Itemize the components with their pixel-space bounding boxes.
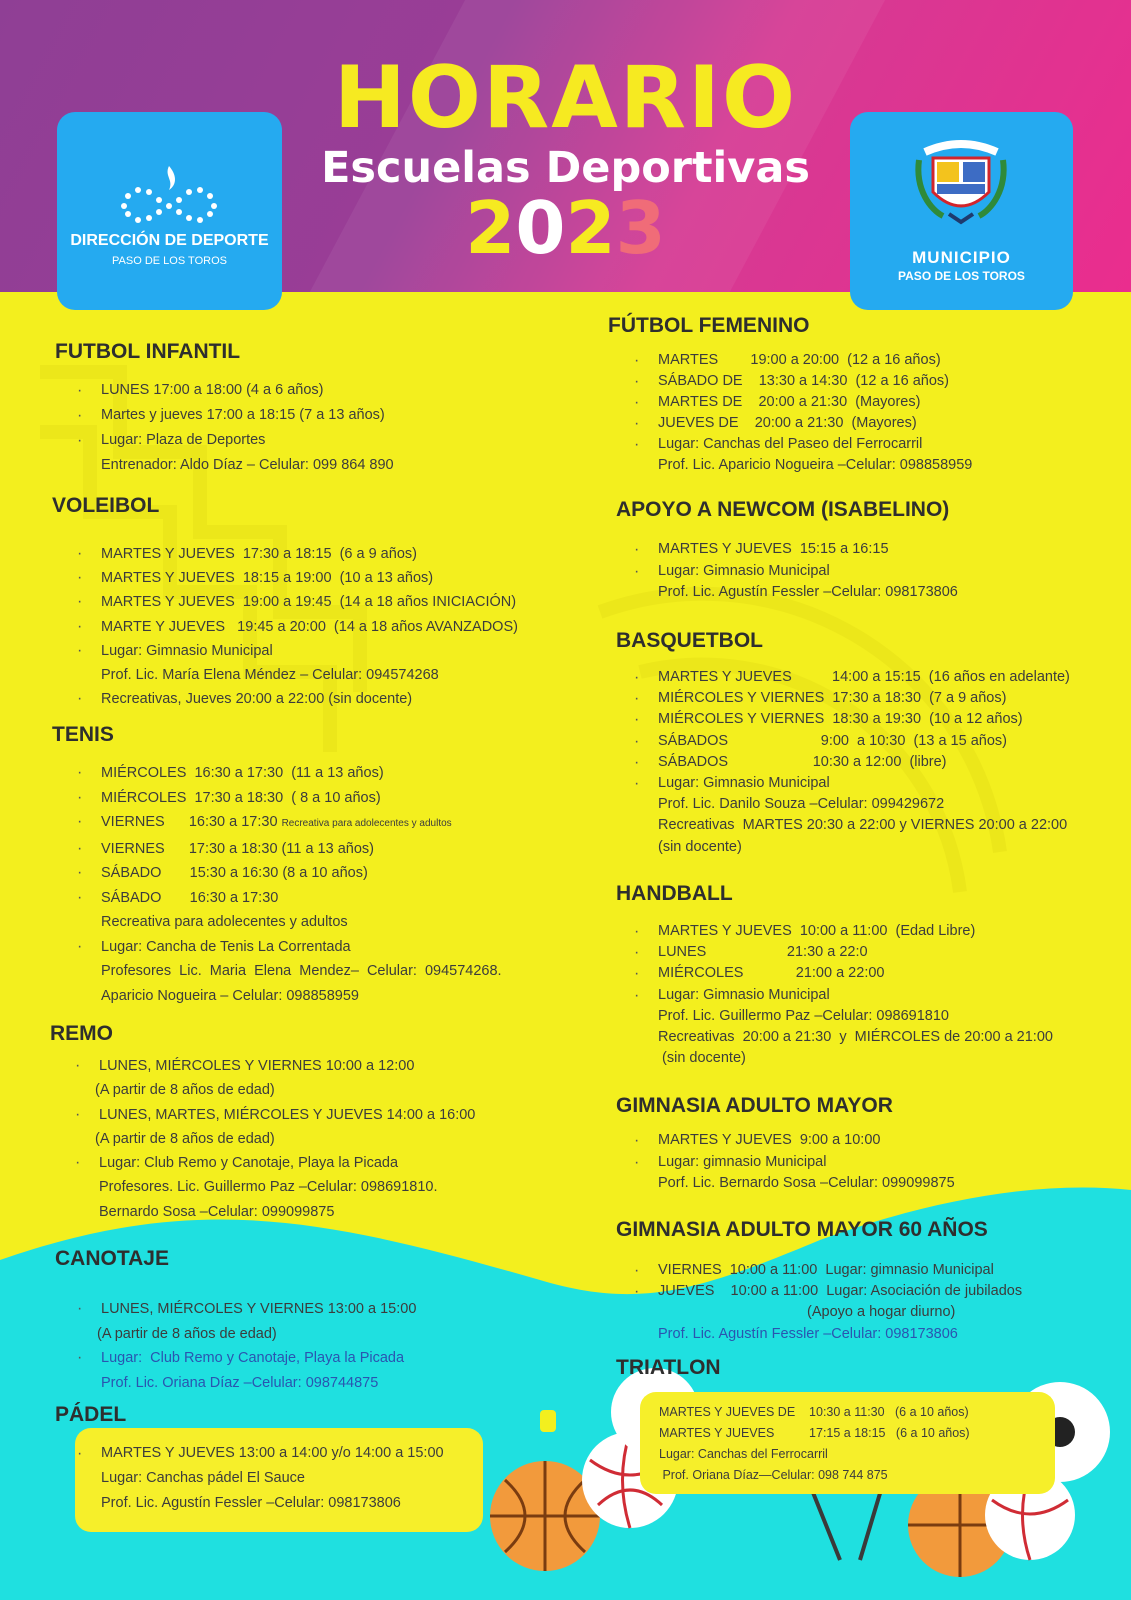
- page-year: 2023: [465, 186, 666, 270]
- list-item: · LUNES, MIÉRCOLES Y VIERNES 10:00 a 12:00: [99, 1054, 475, 1078]
- list-item: (A partir de 8 años de edad): [95, 1130, 275, 1147]
- list-item: Prof. Oriana Díaz—Celular: 098 744 875: [659, 1468, 888, 1482]
- coat-of-arms-icon: [913, 130, 1009, 230]
- list-item: · Lugar: Gimnasio Municipal: [658, 561, 958, 583]
- section-title: FUTBOL INFANTIL: [55, 340, 241, 363]
- list-item: · LUNES 21:30 a 22:0: [658, 942, 1053, 963]
- list-item: · MARTES Y JUEVES 10:00 a 11:00 (Edad Libre): [658, 921, 1053, 942]
- list-item: Prof. Lic. Oriana Díaz –Celular: 098744875: [101, 1374, 379, 1391]
- list-item: · MARTES DE 20:00 a 21:30 (Mayores): [658, 392, 972, 413]
- section-remo: [50, 1022, 476, 1220]
- list-item: · Martes y jueves 17:00 a 18:15 (7 a 13 años): [101, 403, 394, 428]
- list-item: Profesores Lic. Maria Elena Mendez– Celular: 094574268.: [101, 963, 502, 979]
- list-item: · MIÉRCOLES Y VIERNES 18:30 a 19:30 (10 a 12 años): [658, 709, 1070, 730]
- list-item: · JUEVES DE 20:00 a 21:30 (Mayores): [658, 413, 972, 434]
- logo-right-place: PASO DE LOS TOROS: [898, 269, 1025, 283]
- small-note: Recreativa para adolecentes y adultos: [281, 818, 452, 829]
- section-title: GIMNASIA ADULTO MAYOR: [616, 1094, 893, 1117]
- list-item: Entrenador: Aldo Díaz – Celular: 099 864 890: [101, 457, 394, 473]
- section-basquetbol: [616, 629, 1070, 855]
- logo-left-place: PASO DE LOS TOROS: [112, 255, 227, 267]
- section-futbol-femenino: [608, 314, 973, 473]
- list-item: · MARTES Y JUEVES 17:30 a 18:15 (6 a 9 años): [101, 542, 518, 566]
- list-item: · MIÉRCOLES 16:30 a 17:30 (11 a 13 años): [101, 761, 502, 786]
- list-item: · LUNES 17:00 a 18:00 (4 a 6 años): [101, 378, 394, 403]
- section-futbol-infantil: [55, 340, 394, 473]
- page-subtitle: Escuelas Deportivas: [321, 143, 810, 193]
- section-gimnasia-adulto-mayor: [616, 1094, 955, 1191]
- section-title: VOLEIBOL: [52, 494, 160, 517]
- list-item: Profesores. Lic. Guillermo Paz –Celular: 098691810.: [99, 1179, 438, 1196]
- list-item: · SÁBADO 15:30 a 16:30 (8 a 10 años): [101, 861, 502, 886]
- logo-municipio: [850, 112, 1073, 310]
- list-item: · Lugar: Club Remo y Canotaje, Playa la Picada: [101, 1346, 416, 1371]
- list-item: (A partir de 8 años de edad): [95, 1082, 275, 1099]
- list-item: MARTES Y JUEVES DE 10:30 a 11:30 (6 a 10 años): [659, 1405, 969, 1419]
- list-item: Aparicio Nogueira – Celular: 098858959: [101, 987, 359, 1004]
- list-item: · MARTES Y JUEVES 19:00 a 19:45 (14 a 18 años INICIACIÓN): [101, 590, 518, 614]
- logo-direccion-deporte: [57, 112, 282, 310]
- section-title: APOYO A NEWCOM (ISABELINO): [616, 498, 950, 521]
- list-item: Lugar: Canchas pádel El Sauce: [101, 1470, 305, 1486]
- section-padel: [55, 1403, 444, 1511]
- list-item: · LUNES, MIÉRCOLES Y VIERNES 13:00 a 15:00: [101, 1297, 416, 1322]
- list-item: Prof. Lic. Agustín Fessler –Celular: 098173806: [101, 1495, 401, 1511]
- section-title: CANOTAJE: [55, 1247, 169, 1270]
- list-item: · MIÉRCOLES 17:30 a 18:30 ( 8 a 10 años): [101, 786, 502, 811]
- list-item: · VIERNES 10:00 a 11:00 Lugar: gimnasio Municipal: [658, 1260, 1022, 1281]
- list-item: · Lugar: Canchas del Paseo del Ferrocarril: [658, 434, 972, 455]
- list-item: · MARTES Y JUEVES 14:00 a 15:15 (16 años en adelante): [658, 667, 1070, 688]
- list-item: Lugar: Canchas del Ferrocarril: [659, 1447, 828, 1461]
- list-item: · Lugar: Plaza de Deportes: [101, 428, 394, 453]
- list-item: · SÁBADO DE 13:30 a 14:30 (12 a 16 años): [658, 371, 972, 392]
- section-tenis: [52, 723, 502, 1004]
- section-title: REMO: [50, 1022, 113, 1045]
- list-item: · SÁBADO 16:30 a 17:30: [101, 886, 502, 911]
- section-canotaje: [55, 1247, 417, 1391]
- list-item: Recreativas 20:00 a 21:30 y MIÉRCOLES de 20:00 a 21:00: [658, 1029, 1053, 1046]
- section-title: TENIS: [52, 723, 114, 746]
- list-item: (A partir de 8 años de edad): [97, 1325, 277, 1342]
- section-gimnasia-adulto-mayor-60: [616, 1218, 1023, 1342]
- section-apoyo-newcom: [616, 498, 958, 600]
- list-item: · MIÉRCOLES 21:00 a 22:00: [658, 963, 1053, 984]
- list-item: · MARTE Y JUEVES 19:45 a 20:00 (14 a 18 años AVANZADOS): [101, 615, 518, 639]
- list-item: Bernardo Sosa –Celular: 099099875: [99, 1203, 335, 1220]
- list-item: · MARTES Y JUEVES 9:00 a 10:00: [658, 1130, 955, 1152]
- section-handball: [616, 882, 1053, 1067]
- list-item: Porf. Lic. Bernardo Sosa –Celular: 099099875: [658, 1175, 955, 1191]
- list-item: · Lugar: Gimnasio Municipal: [101, 639, 518, 663]
- list-item: (sin docente): [658, 838, 742, 855]
- list-item: · Lugar: Cancha de Tenis La Correntada: [101, 935, 502, 960]
- section-title: FÚTBOL FEMENINO: [608, 314, 810, 337]
- list-item: · VIERNES 16:30 a 17:30 Recreativa para adolecentes y adultos: [101, 810, 502, 837]
- list-item: · VIERNES 17:30 a 18:30 (11 a 13 años): [101, 837, 502, 862]
- list-item: Recreativa para adolecentes y adultos: [101, 914, 348, 930]
- list-item: · MIÉRCOLES Y VIERNES 17:30 a 18:30 (7 a 9 años): [658, 688, 1070, 709]
- list-item: · MARTES Y JUEVES 13:00 a 14:00 y/o 14:00 a 15:00: [101, 1441, 444, 1466]
- section-title: GIMNASIA ADULTO MAYOR 60 AÑOS: [616, 1218, 988, 1241]
- list-item: · MARTES 19:00 a 20:00 (12 a 16 años): [658, 350, 972, 371]
- list-item: · MARTES Y JUEVES 15:15 a 16:15: [658, 539, 958, 561]
- logo-left-name: DIRECCIÓN DE DEPORTE: [70, 232, 269, 249]
- section-voleibol: [52, 494, 518, 708]
- list-item: (Apoyo a hogar diurno): [658, 1304, 956, 1321]
- list-item: Prof. Lic. Aparicio Nogueira –Celular: 098858959: [658, 457, 973, 473]
- list-item: · Lugar: Gimnasio Municipal: [658, 773, 1070, 794]
- section-title: TRIATLON: [616, 1356, 721, 1379]
- list-item: · LUNES, MARTES, MIÉRCOLES Y JUEVES 14:00 a 16:00: [99, 1103, 475, 1127]
- list-item: Prof. Lic. María Elena Méndez – Celular: 094574268: [101, 667, 439, 684]
- list-item: Prof. Lic. Agustín Fessler –Celular: 098173806: [658, 584, 958, 600]
- list-item: · Lugar: gimnasio Municipal: [658, 1152, 955, 1174]
- infinity-flame-icon: [114, 156, 224, 228]
- list-item: · Lugar: Club Remo y Canotaje, Playa la Picada: [99, 1151, 475, 1175]
- section-title: PÁDEL: [55, 1403, 127, 1426]
- page-title: HORARIO: [333, 48, 798, 148]
- logo-right-name: MUNICIPIO: [912, 248, 1011, 267]
- list-item: Prof. Lic. Danilo Souza –Celular: 099429672: [658, 796, 945, 813]
- list-item: · JUEVES 10:00 a 11:00 Lugar: Asociación de jubilados: [658, 1281, 1022, 1302]
- list-item: · SÁBADOS 10:30 a 12:00 (libre): [658, 752, 1070, 773]
- list-item: Recreativas MARTES 20:30 a 22:00 y VIERNES 20:00 a 22:00: [658, 817, 1068, 834]
- list-item: · Lugar: Gimnasio Municipal: [658, 985, 1053, 1006]
- section-title: BASQUETBOL: [616, 629, 763, 652]
- section-title: HANDBALL: [616, 882, 733, 905]
- list-item: · MARTES Y JUEVES 18:15 a 19:00 (10 a 13 años): [101, 566, 518, 590]
- list-item: (sin docente): [658, 1050, 746, 1067]
- list-item: MARTES Y JUEVES 17:15 a 18:15 (6 a 10 años): [659, 1426, 970, 1440]
- list-item: Prof. Lic. Guillermo Paz –Celular: 098691810: [658, 1007, 949, 1024]
- list-item: · Recreativas, Jueves 20:00 a 22:00 (sin docente): [101, 687, 518, 711]
- list-item: Prof. Lic. Agustín Fessler –Celular: 098173806: [658, 1325, 958, 1342]
- section-triatlon: [616, 1356, 970, 1482]
- list-item: · SÁBADOS 9:00 a 10:30 (13 a 15 años): [658, 731, 1070, 752]
